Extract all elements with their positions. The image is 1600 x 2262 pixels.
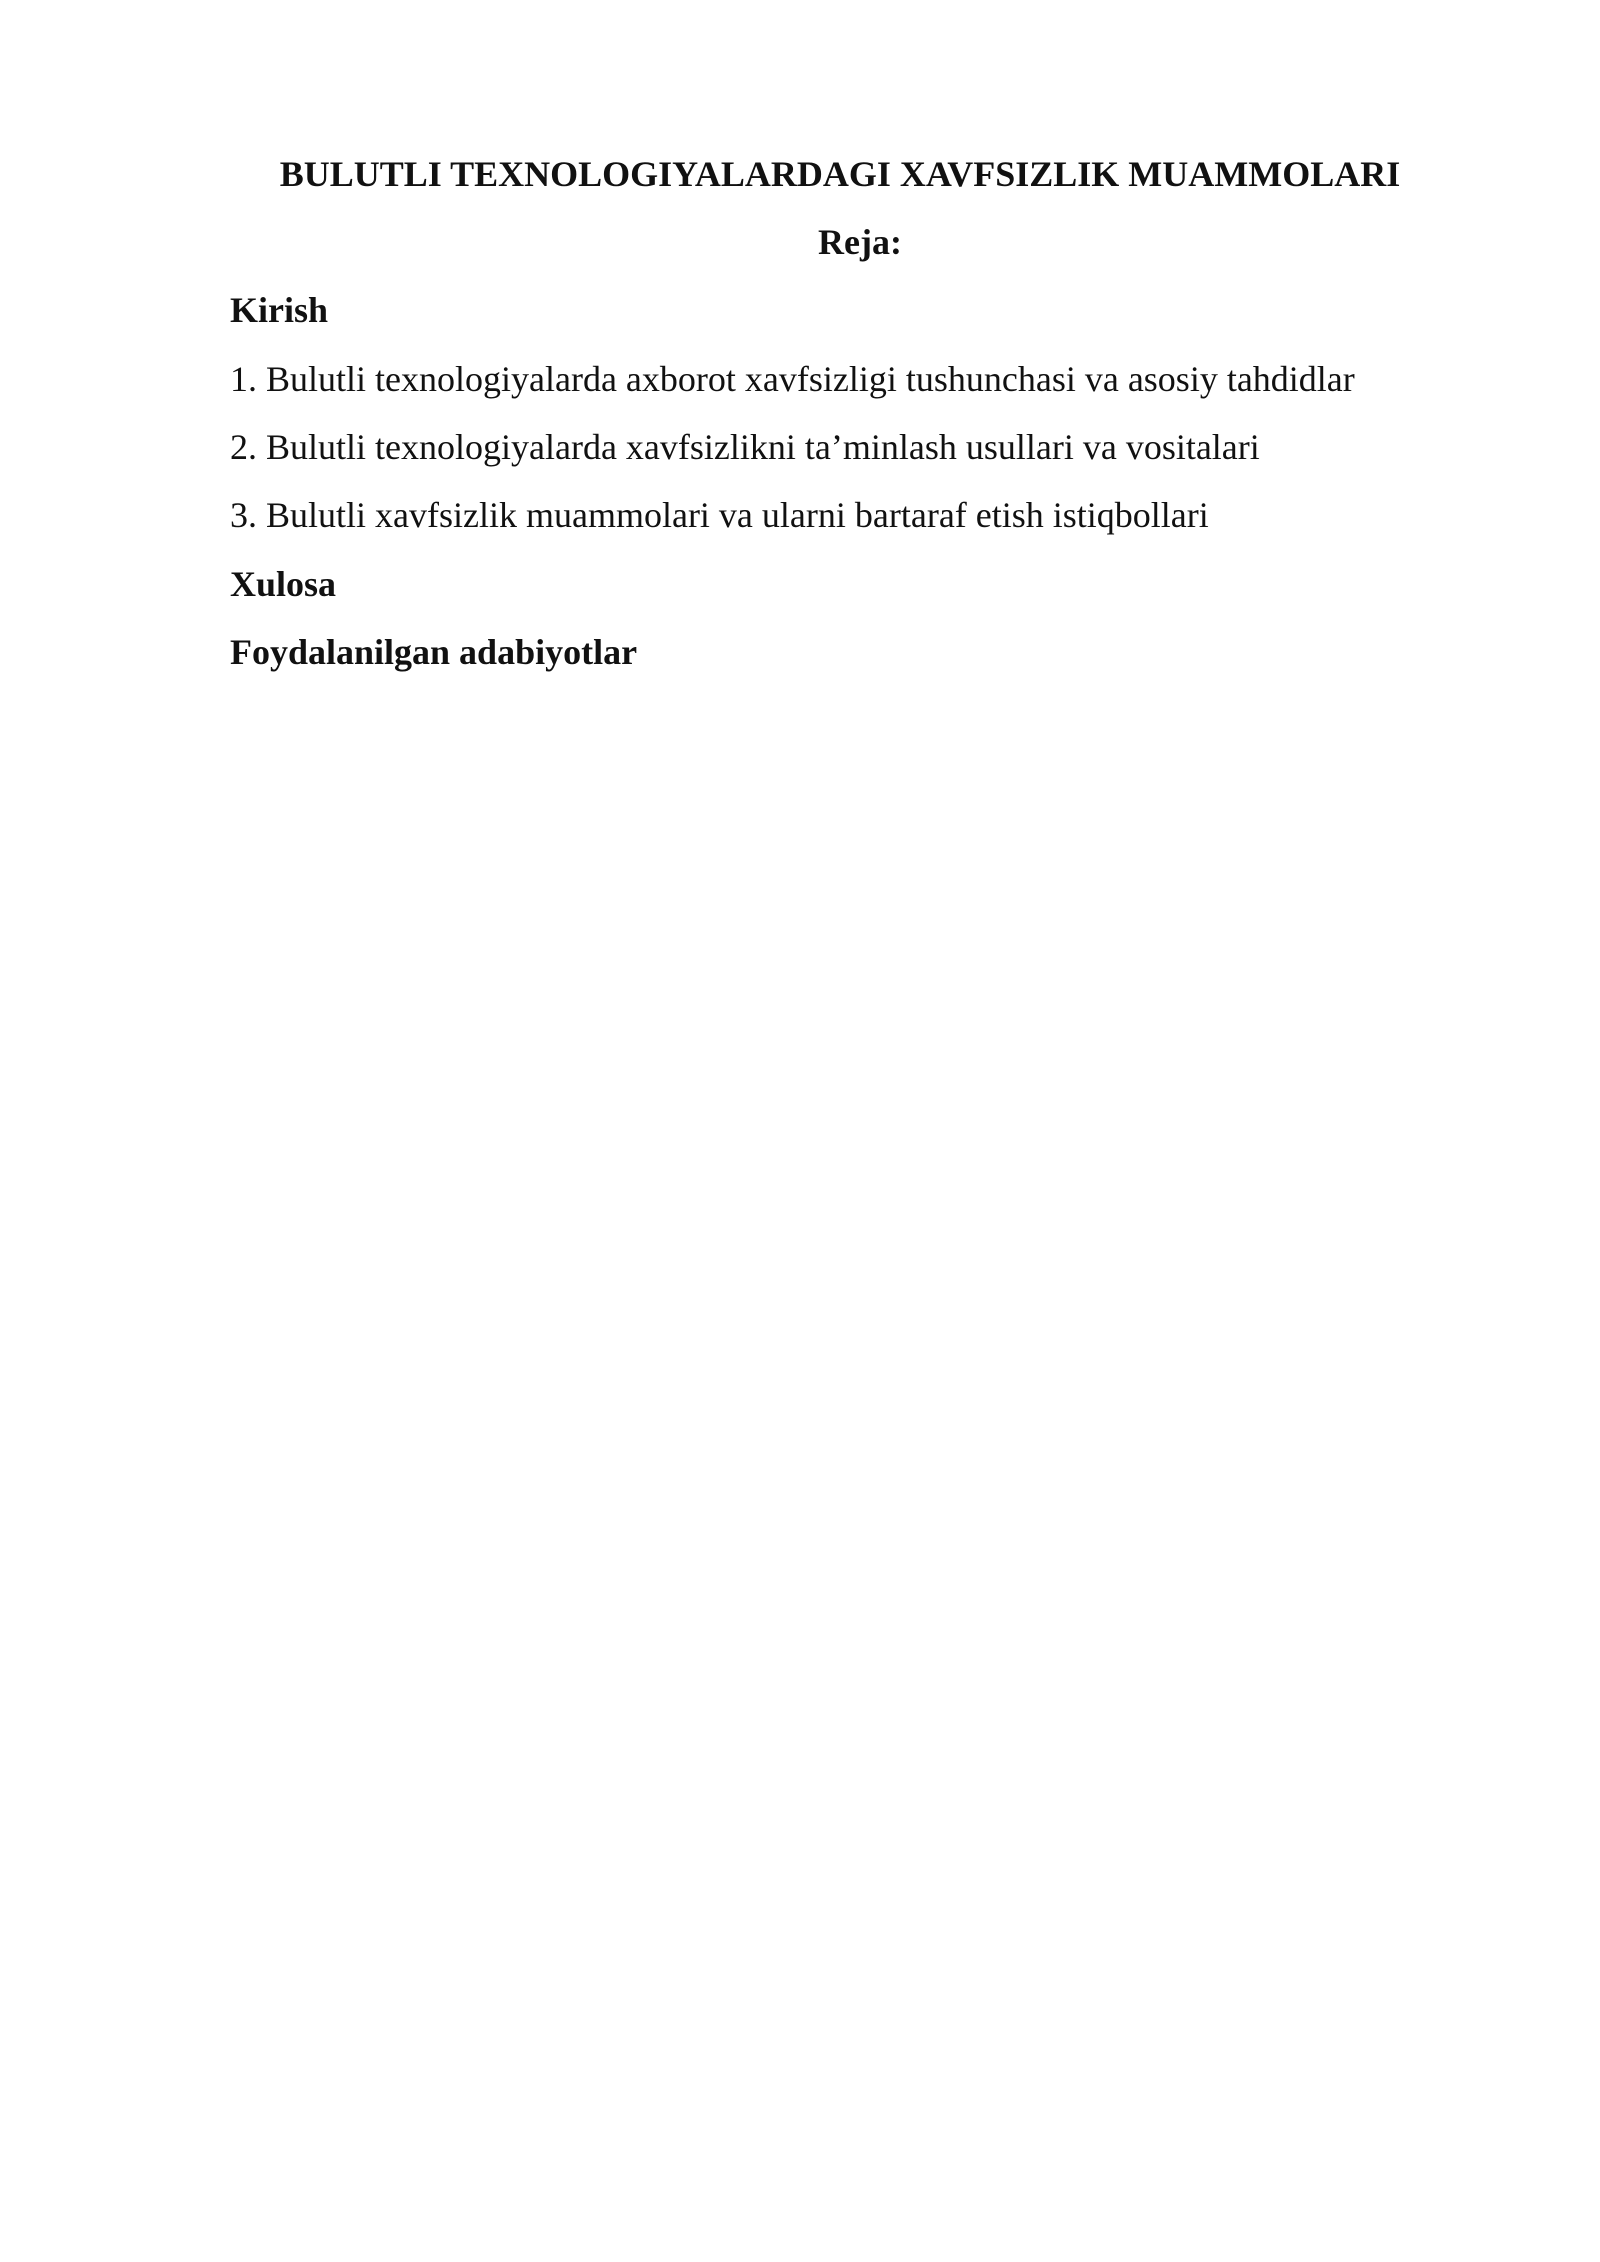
plan-heading: Reja: [818,222,902,262]
plan-item-2: 2. Bulutli texnologiyalarda xavfsizlikni ta’minlash usullari va vositalari [230,427,1260,467]
document-title: BULUTLI TEXNOLOGIYALARDAGI XAVFSIZLIK MUAMMOLARI [279,154,1401,194]
plan-item-conclusion: Xulosa [230,564,337,604]
plan-item-3: 3. Bulutli xavfsizlik muammolari va ularni bartaraf etish istiqbollari [230,495,1209,535]
plan-item-1: 1. Bulutli texnologiyalarda axborot xavfsizligi tushunchasi va asosiy tahdidlar [230,359,1355,399]
plan-item-references: Foydalanilgan adabiyotlar [230,632,638,672]
plan-item-intro: Kirish [230,290,329,330]
